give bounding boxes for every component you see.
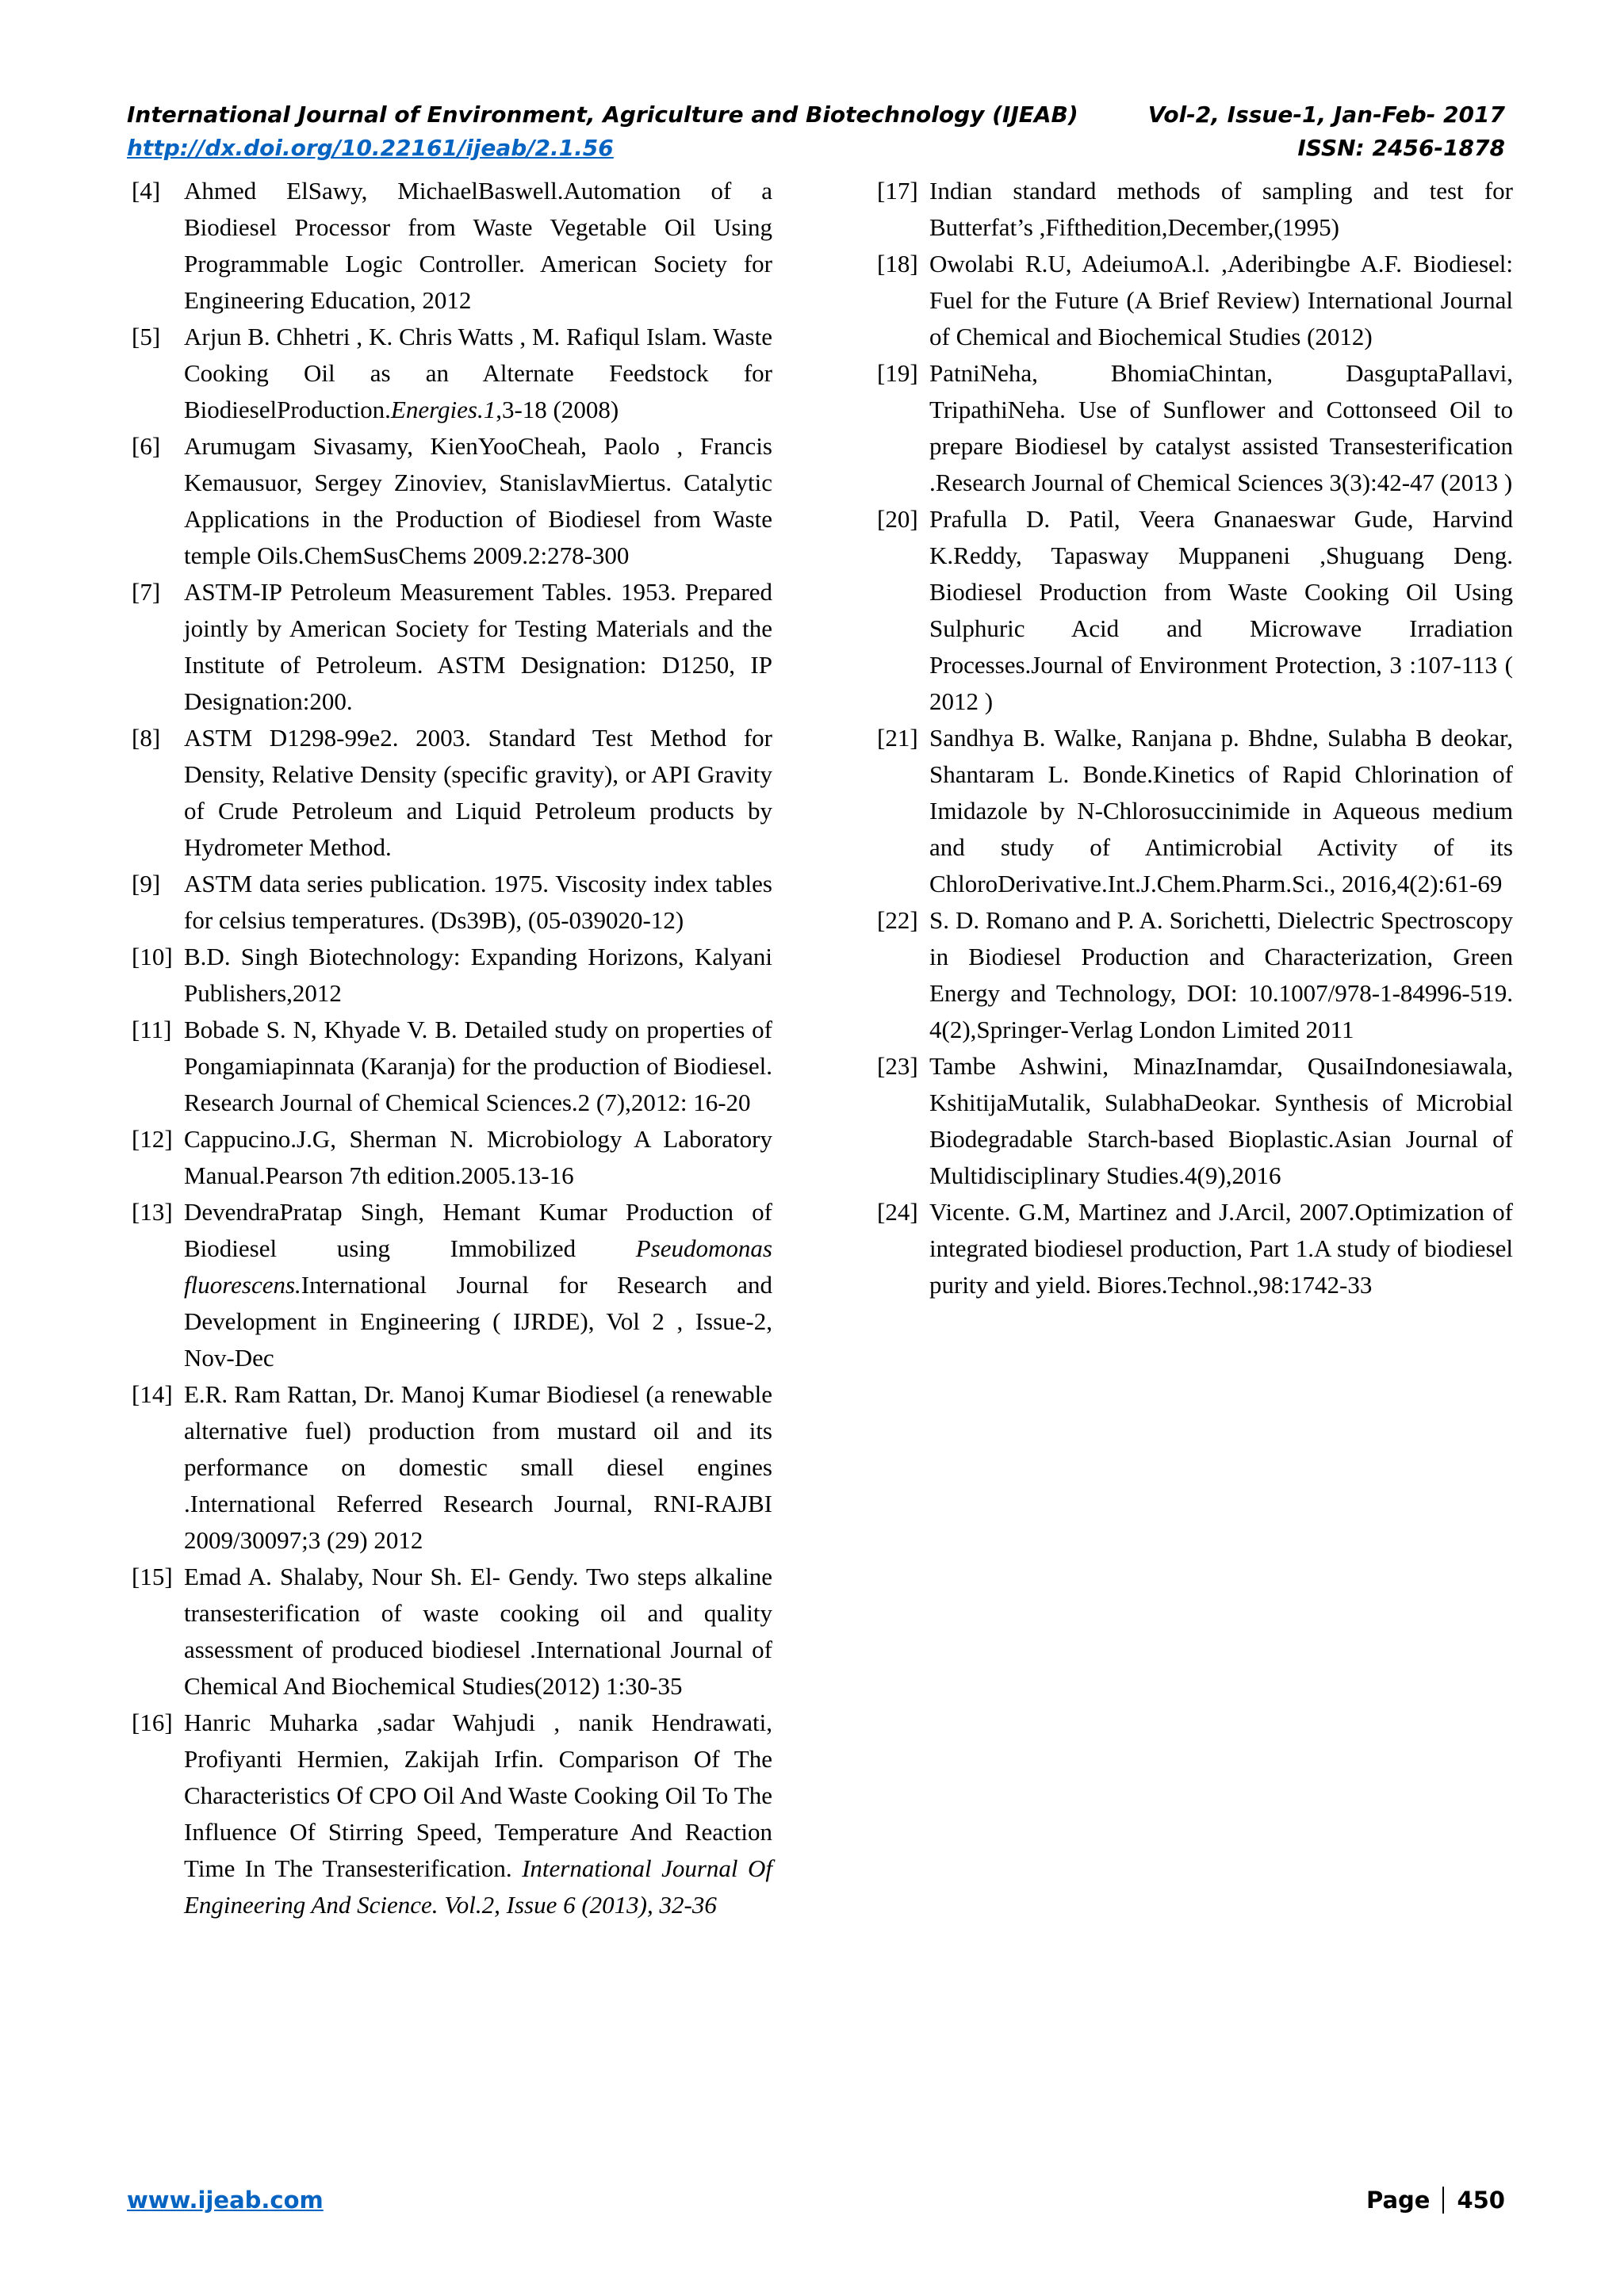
reference-body: Arumugam Sivasamy, KienYooCheah, Paolo , Francis Kemausuor, Sergey Zinoviev, StanislavMiertus. Catalytic Applications in the Production of Biodiesel from Waste temple Oils.ChemSusChems 2009.2:278-300 (184, 432, 772, 569)
reference-number: [21] (877, 724, 918, 752)
reference-body: Owolabi R.U, AdeiumoA.l. ,Aderibingbe A.F. Biodiesel: Fuel for the Future (A Brief Review) International Journal of Chemical and Biochemical Studies (2012) (929, 250, 1513, 350)
reference-text (929, 246, 1513, 355)
reference-body: PatniNeha, BhomiaChintan, DasguptaPallavi, TripathiNeha. Use of Sunflower and Cottonseed Oil to prepare Biodiesel by catalyst assisted Transesterification .Research Journal of Chemical Sciences 3(3):42-47 (2013 ) (929, 359, 1513, 496)
reference-number: [14] (132, 1380, 173, 1408)
page-number: 450 (1457, 2187, 1505, 2214)
references-left-column (132, 173, 772, 1923)
reference-body: Emad A. Shalaby, Nour Sh. El- Gendy. Two steps alkaline transesterification of waste cooking oil and quality assessment of produced biodiesel .International Journal of Chemical And Biochemical Studies(2012) 1:30-35 (184, 1563, 772, 1700)
reference-item (132, 428, 772, 574)
reference-italic: Pseudomonas fluorescens. (184, 1234, 772, 1299)
reference-text (929, 1194, 1513, 1303)
reference-number: [20] (877, 505, 918, 533)
reference-item (132, 1012, 772, 1121)
reference-number: [12] (132, 1125, 173, 1153)
reference-body: B.D. Singh Biotechnology: Expanding Horizons, Kalyani Publishers,2012 (184, 943, 772, 1007)
reference-number: [8] (132, 724, 161, 752)
reference-item (132, 173, 772, 319)
journal-title: International Journal of Environment, Agriculture and Biotechnology (IJEAB) (127, 101, 1078, 128)
reference-item (132, 1194, 772, 1376)
page-label: Page (1365, 2187, 1431, 2214)
reference-item (877, 501, 1513, 720)
reference-number: [13] (132, 1198, 173, 1226)
reference-number: [23] (877, 1052, 918, 1080)
reference-body: S. D. Romano and P. A. Sorichetti, Dielectric Spectroscopy in Biodiesel Production and Characterization, Green Energy and Technology, DOI: 10.1007/978-1-84996-519. 4(2),Springer-Verlag London Limited 2011 (929, 906, 1513, 1043)
reference-body: Indian standard methods of sampling and test for Butterfat’s ,Fifthedition,December,(1995) (929, 177, 1513, 241)
reference-number: [22] (877, 906, 918, 934)
page-footer (127, 2187, 1505, 2214)
page-header (127, 98, 1505, 165)
reference-item (877, 1194, 1513, 1303)
reference-body: ASTM D1298-99e2. 2003. Standard Test Method for Density, Relative Density (specific gravity), or API Gravity of Crude Petroleum and Liquid Petroleum products by Hydrometer Method. (184, 724, 772, 861)
reference-item (132, 720, 772, 866)
reference-text (184, 866, 772, 939)
reference-body: Bobade S. N, Khyade V. B. Detailed study on properties of Pongamiapinnata (Karanja) for the production of Biodiesel. Research Journal of Chemical Sciences.2 (7),2012: 16-20 (184, 1016, 772, 1116)
reference-tail: ,3-18 (2008) (496, 396, 619, 423)
reference-text (184, 428, 772, 574)
reference-number: [19] (877, 359, 918, 387)
reference-item (877, 173, 1513, 246)
reference-body: ASTM-IP Petroleum Measurement Tables. 1953. Prepared jointly by American Society for Testing Materials and the Institute of Petroleum. ASTM Designation: D1250, IP Designation:200. (184, 578, 772, 715)
reference-body: E.R. Ram Rattan, Dr. Manoj Kumar Biodiesel (a renewable alternative fuel) production from mustard oil and its performance on domestic small diesel engines .International Referred Research Journal, RNI-RAJBI 2009/30097;3 (29) 2012 (184, 1380, 772, 1554)
reference-text (184, 1012, 772, 1121)
reference-text (184, 1376, 772, 1559)
reference-text (184, 319, 772, 428)
issn: ISSN: 2456-1878 (1297, 135, 1505, 161)
reference-item (132, 939, 772, 1012)
reference-number: [6] (132, 432, 161, 460)
reference-item (132, 866, 772, 939)
reference-text (184, 1705, 772, 1923)
reference-number: [17] (877, 177, 918, 205)
reference-body: Hanric Muharka ,sadar Wahjudi , nanik Hendrawati, Profiyanti Hermien, Zakijah Irfin. Comparison Of The Characteristics Of CPO Oil And Waste Cooking Oil To The Influence Of Stirring Speed, Temperature And Reaction Time In The Transesterification. (184, 1709, 772, 1882)
page-number-block (1366, 2187, 1505, 2214)
reference-number: [15] (132, 1563, 173, 1590)
reference-text (929, 1048, 1513, 1194)
reference-text (929, 902, 1513, 1048)
reference-text (929, 173, 1513, 246)
website-link[interactable]: www.ijeab.com (127, 2187, 324, 2214)
reference-body: Cappucino.J.G, Sherman N. Microbiology A Laboratory Manual.Pearson 7th edition.2005.13-16 (184, 1125, 772, 1189)
reference-text (929, 355, 1513, 501)
reference-number: [10] (132, 943, 173, 970)
reference-number: [11] (132, 1016, 172, 1043)
reference-number: [9] (132, 870, 161, 897)
reference-item (877, 246, 1513, 355)
reference-text (929, 720, 1513, 902)
reference-text (184, 939, 772, 1012)
reference-body: ASTM data series publication. 1975. Viscosity index tables for celsius temperatures. (Ds39B), (05-039020-12) (184, 870, 772, 934)
volume-info: Vol-2, Issue-1, Jan-Feb- 2017 (1147, 101, 1505, 128)
reference-item (132, 1705, 772, 1923)
reference-body: Vicente. G.M, Martinez and J.Arcil, 2007.Optimization of integrated biodiesel production, Part 1.A study of biodiesel purity and yield. Biores.Technol.,98:1742-33 (929, 1198, 1513, 1299)
reference-item (877, 720, 1513, 902)
reference-body: Arjun B. Chhetri , K. Chris Watts , M. Rafiqul Islam. Waste Cooking Oil as an Alternate Feedstock for BiodieselProduction. (184, 323, 772, 423)
reference-text (184, 1121, 772, 1194)
page-separator (1442, 2187, 1444, 2214)
reference-body: Prafulla D. Patil, Veera Gnanaeswar Gude, Harvind K.Reddy, Tapasway Muppaneni ,Shuguang Deng. Biodiesel Production from Waste Cooking Oil Using Sulphuric Acid and Microwave Irradiation Processes.Journal of Environment Protection, 3 :107-113 ( 2012 ) (929, 505, 1513, 715)
reference-item (132, 574, 772, 720)
reference-item (132, 1559, 772, 1705)
reference-text (184, 1194, 772, 1376)
reference-number: [5] (132, 323, 161, 350)
reference-number: [18] (877, 250, 918, 277)
doi-link[interactable]: http://dx.doi.org/10.22161/ijeab/2.1.56 (127, 135, 614, 161)
reference-number: [7] (132, 578, 161, 606)
reference-body: Ahmed ElSawy, MichaelBaswell.Automation of a Biodiesel Processor from Waste Vegetable Oil Using Programmable Logic Controller. American Society for Engineering Education, 2012 (184, 177, 772, 314)
reference-text (184, 720, 772, 866)
references-right-column (877, 173, 1513, 1303)
reference-text (184, 173, 772, 319)
reference-body: Sandhya B. Walke, Ranjana p. Bhdne, Sulabha B deokar, Shantaram L. Bonde.Kinetics of Rapid Chlorination of Imidazole by N-Chlorosuccinimide in Aqueous medium and study of Antimicrobial Activity of its ChloroDerivative.Int.J.Chem.Pharm.Sci., 2016,4(2):61-69 (929, 724, 1513, 897)
reference-italic: International Journal Of Engineering And Science. Vol.2, Issue 6 (2013), 32-36 (184, 1854, 772, 1919)
reference-number: [16] (132, 1709, 173, 1736)
reference-item (132, 1376, 772, 1559)
reference-text (929, 501, 1513, 720)
reference-item (132, 1121, 772, 1194)
reference-item (132, 319, 772, 428)
reference-number: [4] (132, 177, 161, 205)
reference-body: DevendraPratap Singh, Hemant Kumar Production of Biodiesel using Immobilized (184, 1198, 772, 1262)
reference-item (877, 902, 1513, 1048)
reference-item (877, 355, 1513, 501)
reference-tail: International Journal for Research and Development in Engineering ( IJRDE), Vol 2 , Issue-2, Nov-Dec (184, 1271, 772, 1372)
reference-text (184, 1559, 772, 1705)
reference-italic: Energies.1 (390, 396, 496, 423)
reference-text (184, 574, 772, 720)
reference-number: [24] (877, 1198, 918, 1226)
reference-item (877, 1048, 1513, 1194)
reference-body: Tambe Ashwini, MinazInamdar, QusaiIndonesiawala, KshitijaMutalik, SulabhaDeokar. Synthesis of Microbial Biodegradable Starch-based Bioplastic.Asian Journal of Multidisciplinary Studies.4(9),2016 (929, 1052, 1513, 1189)
